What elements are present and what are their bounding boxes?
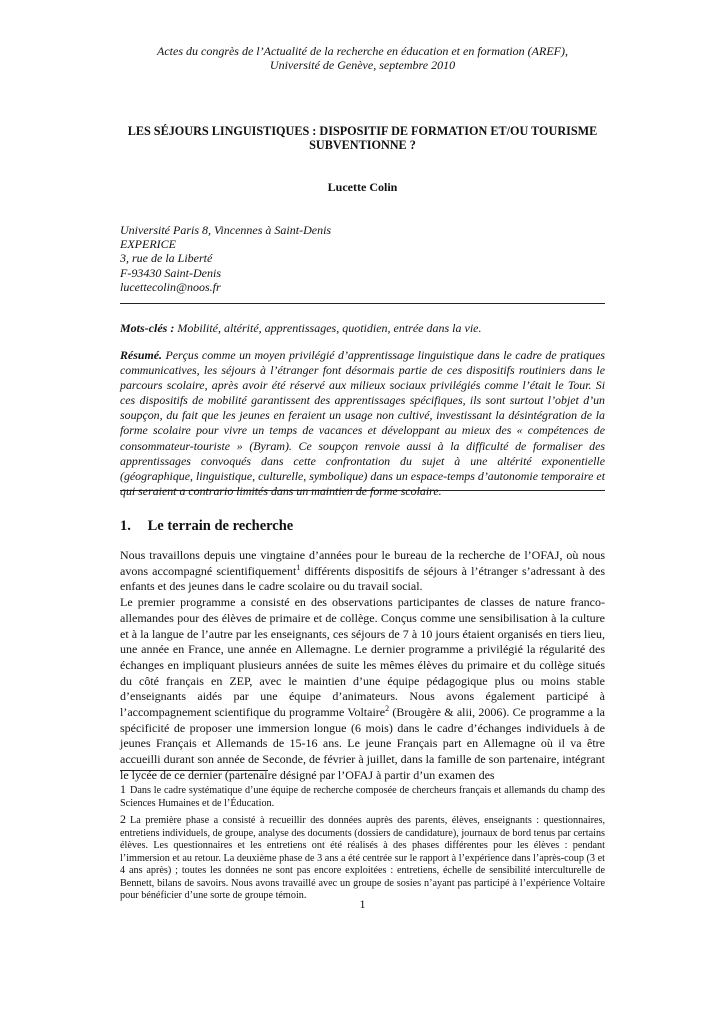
section-heading <box>120 518 293 535</box>
abstract-divider <box>120 490 605 491</box>
top-divider <box>120 303 605 304</box>
footnote-text: Dans le cadre systématique d’une équipe de recherche composée de chercheurs français et allemands du champ des Sciences Humaines et de l’Éducation. <box>120 785 605 809</box>
author-affiliation <box>120 223 331 294</box>
paragraph-text: Nous travaillons depuis une vingtaine d’années pour le bureau de la recherche de l’OFAJ, où nous avons accompagné scientifiquement <box>120 548 605 578</box>
paper-title <box>120 124 605 152</box>
page-number: 1 <box>359 897 366 911</box>
affiliation-street: 3, rue de la Liberté <box>120 251 213 266</box>
footnote-mark: 2 <box>120 812 126 826</box>
affiliation-city: F-93430 Saint-Denis <box>120 265 221 280</box>
abstract-text: Perçus comme un moyen privilégié d’apprentissage linguistique dans le cadre de pratiques communicatives, les séjours à l’étranger font désormais partie de ces dispositifs routiniers dans le parcours scolaire, après avoir été réservé aux milieux sociaux privilégiés comme l’était le Tour. Si ces dispositifs de mobilité garantissent des apprentissages spécifiques, ils sont surtout l’objet d’un soupçon, du fait que les jeunes en feraient un usage non cultivé, investissant la désintégration de la forme scolaire pour vivre un temps de vacances et développant au mieux des « compétences de consommateur-touriste » (Byram). Ce soupçon renvoie aussi à la difficulté de formaliser des apprentissages convoqués dans cette confrontation du sujet à une altérité exponentielle (géographique, linguistique, culturelle, symbolique) dans un espace-temps d’autonomie temporaire et qui seraient a contrario limités dans un maintien de forme scolaire. <box>120 348 605 498</box>
abstract-label: Résumé. <box>120 348 162 362</box>
paragraph <box>120 595 605 783</box>
footnotes <box>120 783 605 906</box>
affiliation-lab: EXPERICE <box>120 237 176 252</box>
footnote-mark: 1 <box>120 782 126 796</box>
paragraph-text: (Brougère & alii, 2006). Ce programme a la spécificité de proposer une immersion longue (6 mois) dans le cadre d’échanges individuels à de jeunes Français et Allemands de 15-16 ans. Le jeune Français part en Allemagne où il va être accueilli durant son année de Seconde, de février à juillet, dans la famille de son partenaire, intégrant le lycée de ce dernier (partenaire désigné par l’OFAJ à partir d’un examen des <box>120 705 605 782</box>
paragraph-text: différents dispositifs de séjours à l’étranger s’adressant à des enfants et des jeunes dans le cadre scolaire ou du travail social. <box>120 563 605 594</box>
paragraph <box>120 548 605 595</box>
title-line-2: SUBVENTIONNE ? <box>309 138 416 152</box>
section-number: 1. <box>120 518 131 534</box>
abstract <box>120 348 605 499</box>
author-name: Lucette Colin <box>327 180 398 194</box>
footnote-text: La première phase a consisté à recueillir des données auprès des parents, élèves, enseignants : questionnaires, entretiens individuels, de groupe, analyse des documents (dossiers de candidature), journaux de bord tenus par certains élèves. Les questionnaires et les entretiens ont été réalisés à des phases différentes pour les élèves : pendant l’immersion et au retour. La deuxième phase de 3 ans a été centrée sur le rapport à l’expérience dans l’après-coup (3 et 4 ans après) ; toutes les données ne sont pas encore exploitées : entretiens, échelle de sensibilité interculturelle de Bennett, bilans de savoirs. Nous avons travaillé avec un groupe de sosies n’ayant pas participé à l’expérience Voltaire pour bénéficier d’une sorte de groupe témoin. <box>120 815 605 901</box>
affiliation-email: lucettecolin@noos.fr <box>120 279 221 294</box>
title-line-1: LES SÉJOURS LINGUISTIQUES : DISPOSITIF DE FORMATION ET/OU TOURISME <box>127 124 598 138</box>
footnote-ref[interactable]: 2 <box>385 704 390 714</box>
affiliation-university: Université Paris 8, Vincennes à Saint-Denis <box>120 223 332 237</box>
paragraph-text: Le premier programme a consisté en des observations participantes de classes de nature franco-allemandes pour des élèves de primaire et de collège. Conçus comme une sensibilisation à la culture et à la langue de l’autre par les enseignants, ces séjours de 7 à 10 jours étaient organisés en tiers lieu, une année en France, une année en Allemagne. Le dernier programme a privilégié la régularité des échanges en impliquant plusieurs années de suite les mêmes élèves du primaire et du collège situés du côté français en ZEP, avec le maintien d’une équipe pédagogique plus ou moins stable d’enseignants aidés par une équipe d’animateurs. Nous avons également participé à l’accompagnement scientifique du programme Voltaire <box>120 595 605 720</box>
keywords-text: Mobilité, altérité, apprentissages, quotidien, entrée dans la vie. <box>177 321 482 335</box>
footnote <box>120 813 605 903</box>
header-line-2: Université de Genève, septembre 2010 <box>269 58 456 72</box>
footnote <box>120 783 605 810</box>
section-title: Le terrain de recherche <box>147 518 294 534</box>
header-line-1: Actes du congrès de l’Actualité de la recherche en éducation et en formation (AREF), <box>157 44 568 58</box>
footnote-ref[interactable]: 1 <box>296 562 301 572</box>
body-text <box>120 548 605 784</box>
keywords <box>120 321 605 335</box>
conference-header <box>120 44 605 72</box>
keywords-label: Mots-clés : <box>120 321 175 335</box>
footnote-divider <box>120 770 268 771</box>
